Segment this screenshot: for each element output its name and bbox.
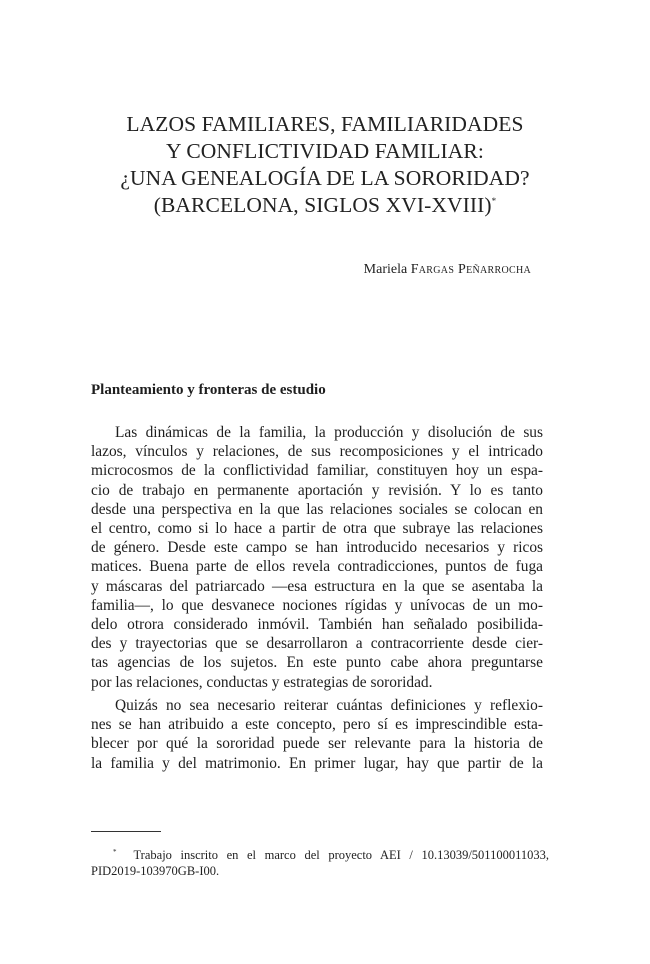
text-line: blecer por qué la sororidad puede ser relevante para la historia de [91,735,543,753]
text-line: nes se han atribuido a este concepto, pero sí es imprescindible esta- [91,716,543,734]
text-line: la familia y del matrimonio. En primer lugar, hay que partir de la [91,754,543,772]
text-line: Quizás no sea necesario reiterar cuántas definiciones y reflexio- [115,697,543,714]
text-line: Las dinámicas de la familia, la producción y disolución de sus [115,424,543,441]
title-line: LAZOS FAMILIARES, FAMILIARIDADES [126,112,524,136]
article-title [60,111,590,219]
title-line: Y CONFLICTIVIDAD FAMILIAR: [166,139,484,163]
text-line: cio de trabajo en permanente aportación y revisión. Y lo es tanto [91,481,543,499]
title-line-with-footnote [60,192,590,219]
footnote-line [91,847,549,863]
paragraph-1 [91,423,543,692]
text-line: lazos, vínculos y relaciones, de sus recomposiciones y el intricado [91,443,543,461]
text-line: el centro, como si lo hace a partir de otra que subraye las relaciones [91,520,543,538]
footnote-text: Trabajo inscrito en el marco del proyecto AEI / 10.13039/501100011033, [133,848,549,862]
author-surname: Fargas Peñarrocha [410,262,531,277]
text-line: microcosmos de la conflictividad familiar, constituyen hoy un espa- [91,462,543,480]
paragraph-2 [91,696,543,773]
text-line: por las relaciones, conductas y estrategias de sororidad. [91,673,433,691]
footnote-marker: * [113,847,117,856]
footnote-line: PID2019-103970GB-I00. [91,864,220,878]
footnote-divider [91,831,161,832]
text-line: familia—, lo que desvanece nociones rígidas y unívocas de un mo- [91,596,543,614]
text-line: des y trayectorias que se desarrollaron a contracorriente desde cier- [91,635,543,653]
author-name [364,262,531,278]
title-line: (BARCELONA, SIGLOS XVI-XVIII) [153,193,492,217]
section-heading: Planteamiento y fronteras de estudio [91,382,326,398]
footnote [91,847,549,879]
text-line: de género. Desde este campo se han introducido necesarios y ricos [91,539,543,557]
text-line: matices. Buena parte de ellos revela contradicciones, puntos de fuga [91,558,543,576]
text-line: tas agencias de los sujetos. En este punto cabe ahora preguntarse [91,654,543,672]
title-footnote-marker: * [491,195,497,206]
text-line: delo otrora considerado inmóvil. También han señalado posibilida- [91,616,543,634]
title-line: ¿UNA GENEALOGÍA DE LA SORORIDAD? [120,166,530,190]
text-line: y máscaras del patriarcado —esa estructura en la que se asentaba la [91,577,543,595]
text-line: desde una perspectiva en la que las relaciones sociales se colocan en [91,500,543,518]
author-given-name: Mariela [363,262,408,277]
